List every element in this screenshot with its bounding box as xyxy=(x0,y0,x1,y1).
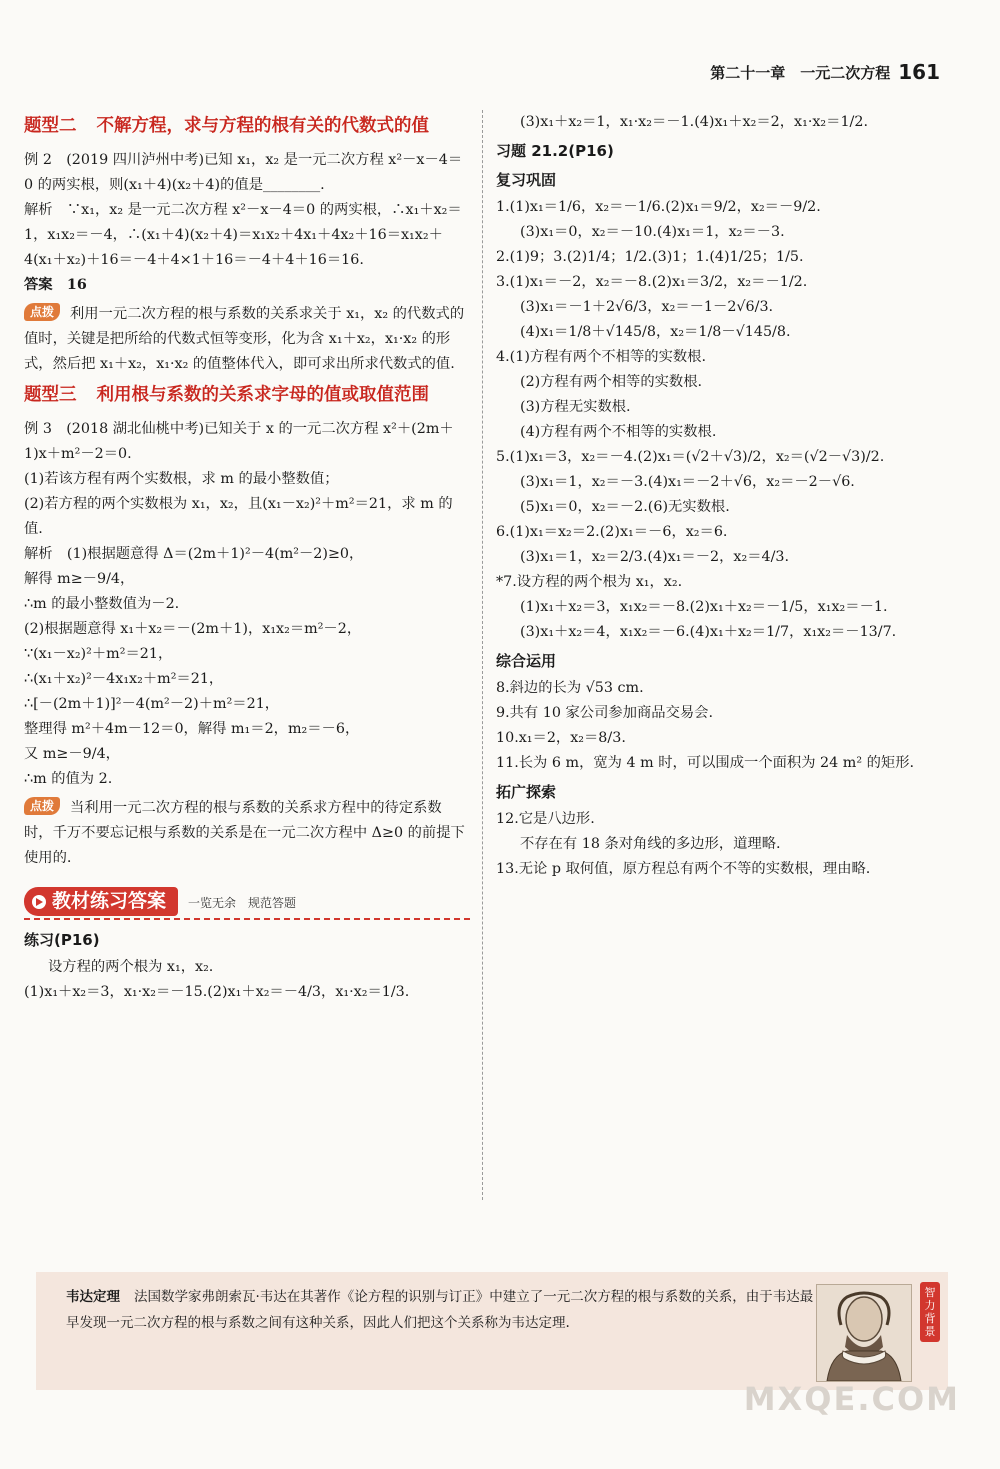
example3-line: ∵(x₁－x₂)²＋m²＝21， xyxy=(24,646,173,662)
page-header xyxy=(710,60,940,84)
example3-line: 解析 (1)根据题意得 Δ＝(2m＋1)²－4(m²－2)≥0， xyxy=(24,546,364,562)
tip-badge: 点拨 xyxy=(24,797,60,815)
example2-answer: 答案 16 xyxy=(24,277,87,293)
example3-line: 解得 m≥－9/4， xyxy=(24,571,135,587)
answer-line: (3)x₁＝－1＋2√6/3，x₂＝－1－2√6/3. xyxy=(520,299,774,315)
note-text: 法国数学家弗朗索瓦·韦达在其著作《论方程的识别与订正》中建立了一元二次方程的根与系数的关系，由于韦达最早发现一元二次方程的根与系数之间有这种关系，因此人们把这个关系称为韦达定理. xyxy=(66,1289,814,1331)
note-text-block xyxy=(66,1284,826,1336)
answer-line: 4.(1)方程有两个不相等的实数根. xyxy=(496,349,706,365)
type-title: 利用根与系数的关系求字母的值或取值范围 xyxy=(96,385,429,405)
example3-line: ∴m 的值为 2. xyxy=(24,771,113,787)
example3-line: (1)若该方程有两个实数根，求 m 的最小整数值； xyxy=(24,471,339,487)
tip-badge: 点拨 xyxy=(24,303,60,321)
tip-block xyxy=(24,796,470,871)
type-title: 不解方程，求与方程的根有关的代数式的值 xyxy=(96,116,429,136)
tip-text: 利用一元二次方程的根与系数的关系求关于 x₁，x₂ 的代数式的值时，关键是把所给的代数式恒等变形，化为含 x₁＋x₂，x₁·x₂ 的形式，然后把 x₁＋x₂，x₁·x₂ 的值整体代入，即可求出所求代数式的值. xyxy=(24,306,465,372)
answer-line: (4)方程有两个不相等的实数根. xyxy=(520,424,717,440)
answer-line: (3)方程无实数根. xyxy=(520,399,631,415)
right-column xyxy=(496,110,946,882)
example3-line: ∴(x₁＋x₂)²－4x₁x₂＋m²＝21， xyxy=(24,671,224,687)
example3-line: (2)若方程的两个实数根为 x₁，x₂，且(x₁－x₂)²＋m²＝21，求 m 的值. xyxy=(24,496,453,537)
vieta-portrait-image xyxy=(816,1284,912,1382)
subsection-extension: 拓广探索 xyxy=(496,783,557,801)
answer-line: 5.(1)x₁＝3，x₂＝－4.(2)x₁＝(√2＋√3)/2，x₂＝(√2－√3)/2. xyxy=(496,449,885,465)
answer-line: 11.长为 6 m，宽为 4 m 时，可以围成一个面积为 24 m² 的矩形. xyxy=(496,755,915,771)
banner-title: 教材练习答案 xyxy=(24,887,178,916)
answer-line: (5)x₁＝0，x₂＝－2.(6)无实数根. xyxy=(520,499,730,515)
practice-heading: 练习(P16) xyxy=(24,931,100,949)
example3-line: 整理得 m²＋4m－12＝0，解得 m₁＝2，m₂＝－6， xyxy=(24,721,360,737)
side-tag: 智力背景 xyxy=(920,1282,940,1342)
answer-line: 不存在有 18 条对角线的多边形，道理略. xyxy=(520,836,781,852)
section-title-type3 xyxy=(24,381,470,409)
page-number: 161 xyxy=(898,60,940,84)
banner-subtitle: 一览无余 规范答题 xyxy=(188,896,297,910)
column-divider xyxy=(482,110,483,1200)
section-title-type2 xyxy=(24,112,470,140)
answer-line: 2.(1)9；3.(2)1/4；1/2.(3)1；1.(4)1/25；1/5. xyxy=(496,249,804,265)
example3-line: 例 3 (2018 湖北仙桃中考)已知关于 x 的一元二次方程 x²＋(2m＋1)x＋m²－2＝0. xyxy=(24,421,454,462)
answer-line: *7.设方程的两个根为 x₁，x₂. xyxy=(496,574,683,590)
example3-line: ∴[－(2m＋1)]²－4(m²－2)＋m²＝21， xyxy=(24,696,280,712)
exercise-heading: 习题 21.2(P16) xyxy=(496,142,614,160)
type-label: 题型二 xyxy=(24,116,77,136)
note-label: 韦达定理 xyxy=(66,1289,120,1305)
answer-line: (1)x₁＋x₂＝3，x₁x₂＝－8.(2)x₁＋x₂＝－1/5，x₁x₂＝－1. xyxy=(520,599,888,615)
example3-line: 又 m≥－9/4， xyxy=(24,746,120,762)
answer-line: 10.x₁＝2，x₂＝8/3. xyxy=(496,730,626,746)
answer-line: (2)方程有两个相等的实数根. xyxy=(520,374,703,390)
answer-line: (3)x₁＝1，x₂＝2/3.(4)x₁＝－2，x₂＝4/3. xyxy=(520,549,790,565)
subsection-applied: 综合运用 xyxy=(496,652,557,670)
example2-question: 例 2 (2019 四川泸州中考)已知 x₁，x₂ 是一元二次方程 x²－x－4＝0 的两实根，则(x₁＋4)(x₂＋4)的值是________. xyxy=(24,152,463,193)
answer-line: 9.共有 10 家公司参加商品交易会. xyxy=(496,705,714,721)
answer-line: 3.(1)x₁＝－2，x₂＝－8.(2)x₁＝3/2，x₂＝－1/2. xyxy=(496,274,808,290)
answer-line: 8.斜边的长为 √53 cm. xyxy=(496,680,644,696)
answer-line: 12.它是八边形. xyxy=(496,811,595,827)
answer-line: 13.无论 p 取何值，原方程总有两个不等的实数根，理由略. xyxy=(496,861,871,877)
practice-continued: (3)x₁＋x₂＝1，x₁·x₂＝－1.(4)x₁＋x₂＝2，x₁·x₂＝1/2. xyxy=(520,114,869,130)
answers-banner xyxy=(24,887,470,920)
practice-line: (1)x₁＋x₂＝3，x₁·x₂＝－15.(2)x₁＋x₂＝－4/3，x₁·x₂＝1/3. xyxy=(24,984,410,1000)
example3-line: ∴m 的最小整数值为－2. xyxy=(24,596,180,612)
tip-text: 当利用一元二次方程的根与系数的关系求方程中的待定系数时，千万不要忘记根与系数的关系是在一元二次方程中 Δ≥0 的前提下使用的. xyxy=(24,800,465,866)
example2-solution: 解析 ∵x₁，x₂ 是一元二次方程 x²－x－4＝0 的两实根，∴x₁＋x₂＝1，x₁x₂＝－4，∴(x₁＋4)(x₂＋4)＝x₁x₂＋4x₁＋4x₂＋16＝x₁x₂＋4(x₁＋x₂)＋16＝－4＋4×1＋16＝－4＋4＋16＝16. xyxy=(24,202,462,268)
answer-line: 1.(1)x₁＝1/6，x₂＝－1/6.(2)x₁＝9/2，x₂＝－9/2. xyxy=(496,199,821,215)
practice-line: 设方程的两个根为 x₁，x₂. xyxy=(48,959,214,975)
left-column xyxy=(24,110,470,1005)
type-label: 题型三 xyxy=(24,385,77,405)
chapter-title: 第二十一章 一元二次方程 xyxy=(710,63,891,82)
watermark: MXQE.COM xyxy=(743,1380,960,1418)
background-note xyxy=(36,1272,948,1390)
answer-line: (4)x₁＝1/8＋√145/8，x₂＝1/8－√145/8. xyxy=(520,324,791,340)
answer-line: 6.(1)x₁＝x₂＝2.(2)x₁＝－6，x₂＝6. xyxy=(496,524,728,540)
tip-block xyxy=(24,302,470,377)
play-icon xyxy=(32,895,46,909)
answer-line: (3)x₁＝0，x₂＝－10.(4)x₁＝1，x₂＝－3. xyxy=(520,224,785,240)
subsection-review: 复习巩固 xyxy=(496,171,557,189)
answer-line: (3)x₁＋x₂＝4，x₁x₂＝－6.(4)x₁＋x₂＝1/7，x₁x₂＝－13/7. xyxy=(520,624,897,640)
example3-line: (2)根据题意得 x₁＋x₂＝－(2m＋1)，x₁x₂＝m²－2， xyxy=(24,621,362,637)
answer-line: (3)x₁＝1，x₂＝－3.(4)x₁＝－2＋√6，x₂＝－2－√6. xyxy=(520,474,855,490)
